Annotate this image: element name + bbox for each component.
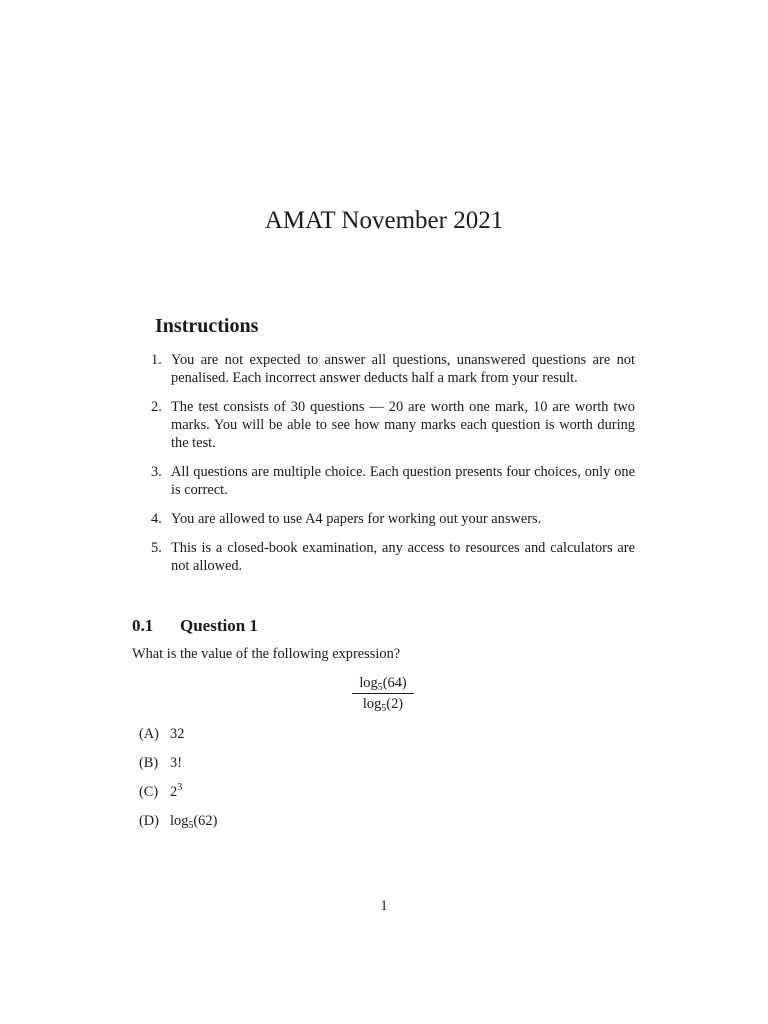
option-text: 32 [170, 726, 185, 742]
numerator-func: log [359, 675, 378, 691]
instruction-item [143, 351, 635, 387]
option-label: (D) [139, 813, 159, 829]
option-text: 3! [170, 755, 182, 771]
instruction-item [143, 398, 635, 452]
document-title: AMAT November 2021 [264, 207, 504, 234]
option-c[interactable] [139, 783, 217, 812]
instruction-text: All questions are multiple choice. Each question presents four choices, only one is correct. [171, 464, 635, 498]
option-label: (C) [139, 784, 159, 800]
instruction-number: 5. [151, 540, 162, 556]
fraction-numerator [352, 675, 414, 694]
numerator-arg: (64) [382, 675, 407, 691]
instruction-item [143, 463, 635, 499]
denominator-arg: (2) [386, 696, 404, 712]
option-text [170, 812, 217, 841]
instructions-heading: Instructions [155, 315, 259, 337]
expression-fraction [352, 675, 414, 713]
option-b[interactable] [139, 754, 217, 783]
option-label: (A) [139, 726, 159, 742]
option-exponent: 3 [177, 782, 183, 793]
fraction-denominator [352, 694, 414, 713]
instruction-text: The test consists of 30 questions — 20 are worth one mark, 10 are worth two marks. You will be able to see how many marks each question is worth during the test. [171, 399, 635, 451]
instruction-text: This is a closed-book examination, any access to resources and calculators are not allowed. [171, 540, 635, 574]
instruction-item [143, 510, 635, 528]
instructions-list [143, 351, 635, 586]
instruction-number: 1. [151, 352, 162, 368]
question-title: Question 1 [180, 616, 258, 635]
denominator-func: log [362, 696, 382, 712]
instruction-text: You are not expected to answer all questions, unanswered questions are not penalised. Each incorrect answer deducts half a mark from your result. [171, 352, 635, 386]
question-heading [132, 614, 258, 638]
option-a[interactable] [139, 725, 217, 754]
option-label: (B) [139, 755, 159, 771]
option-text [170, 783, 182, 812]
numerator-base: 5 [377, 682, 383, 693]
instruction-item [143, 539, 635, 575]
option-arg: (62) [193, 813, 218, 829]
option-func: log [170, 813, 189, 829]
instruction-number: 3. [151, 464, 162, 480]
instruction-number: 4. [151, 511, 162, 527]
question-prompt: What is the value of the following expression? [132, 646, 401, 662]
answer-options [139, 725, 217, 841]
instruction-number: 2. [151, 399, 162, 415]
option-d[interactable] [139, 812, 217, 841]
option-sub: 5 [188, 820, 194, 831]
section-number: 0.1 [132, 616, 154, 635]
denominator-base: 5 [381, 703, 387, 714]
instruction-text: You are allowed to use A4 papers for working out your answers. [171, 511, 542, 527]
option-base: 2 [170, 784, 178, 800]
page-number: 1 [380, 898, 388, 914]
